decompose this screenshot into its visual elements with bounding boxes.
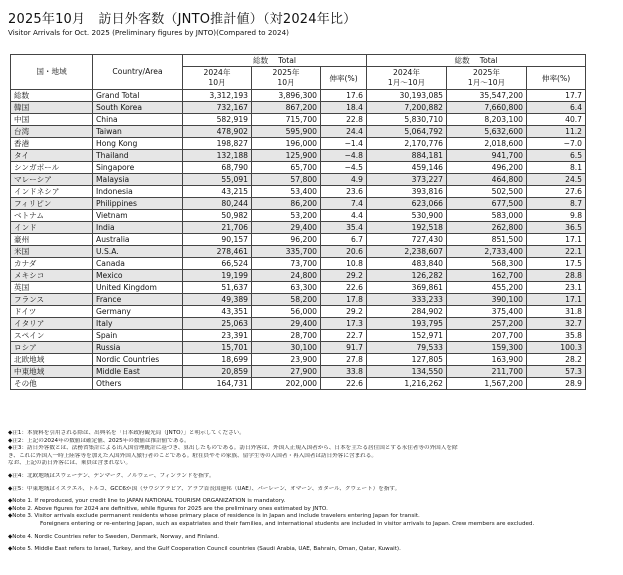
note-jp-1: ◆注1：本資料を引用される際は、出典名を「日本政府観光局（JNTO）」と明示してください。 [8,430,245,436]
row-2024-oct: 23,391 [183,330,252,342]
page-title: 2025年10月 訪日外客数（JNTO推計値）（対2024年比） [8,12,357,27]
row-2024-ytd: 7,200,882 [367,102,447,114]
row-growth-ytd: 100.3 [527,342,586,354]
row-2024-ytd: 5,064,792 [367,126,447,138]
table-row [11,342,586,354]
row-name-en: Singapore [93,162,183,174]
row-name-jp: 北欧地域 [11,354,93,366]
row-2025-oct: 53,400 [252,186,321,198]
row-2024-ytd: 152,971 [367,330,447,342]
row-growth-monthly: 91.7 [321,342,367,354]
row-2024-ytd: 127,805 [367,354,447,366]
row-2025-ytd: 2,733,400 [447,246,527,258]
row-2024-oct: 732,167 [183,102,252,114]
row-2024-ytd: 30,193,085 [367,90,447,102]
row-2025-ytd: 207,700 [447,330,527,342]
row-2024-ytd: 79,533 [367,342,447,354]
row-2025-ytd: 257,200 [447,318,527,330]
row-2025-oct: 29,400 [252,222,321,234]
row-2025-ytd: 5,632,600 [447,126,527,138]
row-name-en: Vietnam [93,210,183,222]
row-2024-ytd: 393,816 [367,186,447,198]
row-2025-ytd: 568,300 [447,258,527,270]
note-en-3-cont: Foreigners entering or re-entering Japan, such as expatriates and their families, and international students are included in visitor arrivals to Japan. Crew members are excluded. [40,520,535,527]
table-row [11,210,586,222]
row-growth-ytd: 24.5 [527,174,586,186]
row-growth-ytd: 31.8 [527,306,586,318]
row-growth-monthly: −1.4 [321,138,367,150]
row-2024-ytd: 284,902 [367,306,447,318]
row-2025-oct: 30,100 [252,342,321,354]
row-growth-ytd: 6.5 [527,150,586,162]
row-growth-ytd: 32.7 [527,318,586,330]
row-name-jp: シンガポール [11,162,93,174]
row-2024-ytd: 530,900 [367,210,447,222]
row-growth-ytd: 6.4 [527,102,586,114]
row-2025-oct: 202,000 [252,378,321,390]
row-2024-ytd: 2,170,776 [367,138,447,150]
header-region-en: Country/Area [93,55,183,90]
row-growth-ytd: 36.5 [527,222,586,234]
note-jp-3-cont: き、これに外国人一時上陸客等を加えた入国外国人旅行者のことである。駐在員やその家族、留学生等の入国者・再入国者は訪日外客に含まれる。 [8,452,377,459]
header-monthly-total: 総数 Total [183,55,367,67]
table-row [11,222,586,234]
row-2024-oct: 80,244 [183,198,252,210]
table-row [11,270,586,282]
table-row [11,378,586,390]
row-2024-oct: 55,091 [183,174,252,186]
row-growth-ytd: 8.7 [527,198,586,210]
row-growth-monthly: 10.8 [321,258,367,270]
row-name-en: Nordic Countries [93,354,183,366]
row-growth-monthly: 23.6 [321,186,367,198]
row-growth-monthly: 17.8 [321,294,367,306]
row-name-jp: ベトナム [11,210,93,222]
table-row [11,282,586,294]
row-2025-oct: 196,000 [252,138,321,150]
table-row [11,306,586,318]
row-name-en: France [93,294,183,306]
row-name-en: Malaysia [93,174,183,186]
row-growth-monthly: 33.8 [321,366,367,378]
row-2024-oct: 132,188 [183,150,252,162]
row-name-jp: 韓国 [11,102,93,114]
row-growth-ytd: 11.2 [527,126,586,138]
row-growth-monthly: 29.2 [321,270,367,282]
row-name-jp: 中国 [11,114,93,126]
row-2025-ytd: 390,100 [447,294,527,306]
row-name-en: India [93,222,183,234]
row-2024-ytd: 333,233 [367,294,447,306]
row-2025-ytd: 159,300 [447,342,527,354]
row-name-jp: フランス [11,294,93,306]
row-2025-ytd: 496,200 [447,162,527,174]
row-growth-monthly: 7.4 [321,198,367,210]
row-name-en: U.S.A. [93,246,183,258]
row-2025-ytd: 375,400 [447,306,527,318]
row-growth-monthly: 22.8 [321,114,367,126]
row-name-jp: イタリア [11,318,93,330]
row-2025-ytd: 162,700 [447,270,527,282]
row-growth-monthly: 4.4 [321,210,367,222]
row-2024-ytd: 373,227 [367,174,447,186]
row-2025-oct: 58,200 [252,294,321,306]
row-2024-ytd: 1,216,262 [367,378,447,390]
table-row [11,294,586,306]
row-growth-ytd: 28.2 [527,354,586,366]
row-2024-ytd: 727,430 [367,234,447,246]
row-name-jp: 英国 [11,282,93,294]
row-2024-oct: 278,461 [183,246,252,258]
table-row [11,246,586,258]
row-2024-ytd: 192,518 [367,222,447,234]
row-2025-oct: 335,700 [252,246,321,258]
header-2024-ytd: 2024年 1月～10月 [367,67,447,90]
row-growth-monthly: −4.5 [321,162,367,174]
row-2025-oct: 57,800 [252,174,321,186]
row-name-jp: 米国 [11,246,93,258]
row-2024-oct: 20,859 [183,366,252,378]
row-growth-ytd: 9.8 [527,210,586,222]
row-2024-oct: 582,919 [183,114,252,126]
row-name-en: South Korea [93,102,183,114]
note-jp-5: ◆注5：中東地域はイスラエル、トルコ、GCC6か国（サウジアラビア、アラブ首長国連邦（UAE）、バーレーン、オマーン、カタール、クウェート）を指す。 [8,485,401,492]
row-2025-ytd: 35,547,200 [447,90,527,102]
row-growth-monthly: 22.6 [321,378,367,390]
row-2025-ytd: 455,200 [447,282,527,294]
row-2025-oct: 63,300 [252,282,321,294]
table-row [11,234,586,246]
row-name-jp: スペイン [11,330,93,342]
note-en-5: ◆Note 5. Middle East refers to Israel, Turkey, and the Gulf Cooperation Council countries (Saudi Arabia, UAE, Bahrain, Oman, Qatar, Kuwait). [8,546,401,553]
row-name-en: Australia [93,234,183,246]
row-growth-monthly: 6.7 [321,234,367,246]
header-2025-ytd: 2025年 1月～10月 [447,67,527,90]
row-2024-oct: 15,701 [183,342,252,354]
row-name-en: Grand Total [93,90,183,102]
row-2024-oct: 19,199 [183,270,252,282]
table-row [11,318,586,330]
row-name-en: Russia [93,342,183,354]
row-name-en: Mexico [93,270,183,282]
row-2025-oct: 125,900 [252,150,321,162]
table-row [11,366,586,378]
row-2025-ytd: 211,700 [447,366,527,378]
row-growth-ytd: 17.7 [527,90,586,102]
row-2024-ytd: 5,830,710 [367,114,447,126]
row-growth-monthly: −4.8 [321,150,367,162]
row-name-jp: 台湾 [11,126,93,138]
row-name-jp: インドネシア [11,186,93,198]
table-row [11,330,586,342]
row-name-jp: 中東地域 [11,366,93,378]
row-2024-oct: 25,063 [183,318,252,330]
row-growth-ytd: 57.3 [527,366,586,378]
row-growth-monthly: 22.6 [321,282,367,294]
row-growth-ytd: 28.9 [527,378,586,390]
row-2024-ytd: 483,840 [367,258,447,270]
row-2025-oct: 595,900 [252,126,321,138]
row-growth-ytd: 40.7 [527,114,586,126]
row-2025-ytd: 1,567,200 [447,378,527,390]
row-growth-monthly: 4.9 [321,174,367,186]
row-2025-oct: 96,200 [252,234,321,246]
table-row [11,186,586,198]
note-jp-3-cont2: なお、上記の訪日外客には、乗員は含まれない。 [8,460,132,467]
header-growth-monthly: 伸率(%) [321,67,367,90]
row-2024-oct: 164,731 [183,378,252,390]
row-2025-ytd: 502,500 [447,186,527,198]
row-2025-ytd: 583,000 [447,210,527,222]
table-row [11,198,586,210]
row-2025-oct: 24,800 [252,270,321,282]
row-2024-oct: 18,699 [183,354,252,366]
table-row [11,102,586,114]
row-2024-oct: 66,524 [183,258,252,270]
row-name-en: Others [93,378,183,390]
row-2024-ytd: 126,282 [367,270,447,282]
row-growth-ytd: −7.0 [527,138,586,150]
row-growth-ytd: 8.1 [527,162,586,174]
row-growth-ytd: 23.1 [527,282,586,294]
table-row [11,150,586,162]
row-growth-ytd: 17.1 [527,294,586,306]
row-2025-oct: 28,700 [252,330,321,342]
row-2024-oct: 3,312,193 [183,90,252,102]
note-en-4: ◆Note 4. Nordic Countries refer to Sweden, Denmark, Norway, and Finland. [8,533,220,540]
table-row [11,138,586,150]
row-growth-ytd: 17.1 [527,234,586,246]
row-2025-ytd: 7,660,800 [447,102,527,114]
row-name-en: Canada [93,258,183,270]
row-name-en: China [93,114,183,126]
row-2025-oct: 56,000 [252,306,321,318]
row-name-en: Philippines [93,198,183,210]
row-growth-monthly: 29.2 [321,306,367,318]
row-2025-oct: 73,700 [252,258,321,270]
row-2025-oct: 86,200 [252,198,321,210]
row-2025-ytd: 851,500 [447,234,527,246]
table-row [11,162,586,174]
row-growth-monthly: 22.7 [321,330,367,342]
row-2025-oct: 53,200 [252,210,321,222]
row-name-en: Thailand [93,150,183,162]
note-en-1: ◆Note 1. If reproduced, your credit line to JAPAN NATIONAL TOURISM ORGANIZATION is mandatory. [8,498,286,505]
footnotes [8,430,620,554]
row-growth-ytd: 22.1 [527,246,586,258]
header-ytd-total: 総数 Total [367,55,586,67]
note-jp-2: ◆注2：上記の2024年の数値は確定値、2025年の数値は推計値である。 [8,437,190,444]
row-name-en: Hong Kong [93,138,183,150]
row-2024-oct: 90,157 [183,234,252,246]
row-2025-oct: 29,400 [252,318,321,330]
row-growth-monthly: 20.6 [321,246,367,258]
row-2024-ytd: 884,181 [367,150,447,162]
row-name-jp: その他 [11,378,93,390]
visitor-arrivals-table [10,54,586,390]
row-name-en: Spain [93,330,183,342]
row-name-jp: インド [11,222,93,234]
note-en-3: ◆Note 3. Visitor arrivals exclude permanent residents whose primary place of residence is in Japan and include travelers entering Japan for transit. [8,513,420,520]
row-name-en: United Kingdom [93,282,183,294]
row-2024-oct: 51,637 [183,282,252,294]
row-2024-oct: 21,706 [183,222,252,234]
table-row [11,354,586,366]
row-2024-oct: 49,389 [183,294,252,306]
row-2025-ytd: 262,800 [447,222,527,234]
row-growth-monthly: 35.4 [321,222,367,234]
table-row [11,258,586,270]
row-2025-ytd: 941,700 [447,150,527,162]
row-2025-oct: 3,896,300 [252,90,321,102]
row-2024-oct: 198,827 [183,138,252,150]
row-name-jp: 総数 [11,90,93,102]
row-growth-monthly: 17.6 [321,90,367,102]
row-2024-ytd: 134,550 [367,366,447,378]
row-2024-ytd: 2,238,607 [367,246,447,258]
row-name-jp: 豪州 [11,234,93,246]
row-2025-oct: 27,900 [252,366,321,378]
row-2024-oct: 43,351 [183,306,252,318]
table-row [11,174,586,186]
row-name-jp: メキシコ [11,270,93,282]
row-2025-ytd: 163,900 [447,354,527,366]
row-2025-ytd: 677,500 [447,198,527,210]
row-name-jp: フィリピン [11,198,93,210]
row-2024-ytd: 459,146 [367,162,447,174]
table-row [11,114,586,126]
row-2024-oct: 68,790 [183,162,252,174]
header-growth-ytd: 伸率(%) [527,67,586,90]
row-2024-ytd: 623,066 [367,198,447,210]
row-2024-ytd: 369,861 [367,282,447,294]
row-growth-monthly: 27.8 [321,354,367,366]
row-name-en: Italy [93,318,183,330]
row-growth-ytd: 17.5 [527,258,586,270]
table-row [11,126,586,138]
row-2025-oct: 867,200 [252,102,321,114]
row-name-jp: ドイツ [11,306,93,318]
row-growth-ytd: 28.8 [527,270,586,282]
row-2024-oct: 50,982 [183,210,252,222]
row-growth-ytd: 27.6 [527,186,586,198]
row-name-jp: ロシア [11,342,93,354]
row-2024-oct: 43,215 [183,186,252,198]
row-name-en: Middle East [93,366,183,378]
page-subtitle: Visitor Arrivals for Oct. 2025 (Preliminary figures by JNTO)(Compared to 2024) [8,28,289,37]
row-name-en: Indonesia [93,186,183,198]
row-2024-ytd: 193,795 [367,318,447,330]
note-en-2: ◆Note 2. Above figures for 2024 are definitive, while figures for 2025 are the preliminary ones estimated by JNTO. [8,505,328,512]
row-name-jp: マレーシア [11,174,93,186]
row-2025-ytd: 464,800 [447,174,527,186]
note-jp-3: ◆注3：訪日外客数とは、法務省集計による出入国管理統計に基づき、算出したものである。訪日外客は、外国人正規入国者から、日本を主たる居住国とする永住者等の外国人を除 [8,445,458,452]
row-growth-ytd: 35.8 [527,330,586,342]
row-name-jp: 香港 [11,138,93,150]
note-jp-4: ◆注4：北欧地域はスウェーデン、デンマーク、ノルウェー、フィンランドを指す。 [8,472,215,479]
row-name-en: Taiwan [93,126,183,138]
row-2025-ytd: 8,203,100 [447,114,527,126]
row-name-jp: タイ [11,150,93,162]
row-2025-oct: 715,700 [252,114,321,126]
row-growth-monthly: 18.4 [321,102,367,114]
row-growth-monthly: 17.3 [321,318,367,330]
row-name-jp: カナダ [11,258,93,270]
table-row [11,90,586,102]
row-growth-monthly: 24.4 [321,126,367,138]
row-2024-oct: 478,902 [183,126,252,138]
row-2025-oct: 23,900 [252,354,321,366]
row-name-en: Germany [93,306,183,318]
header-region-jp: 国・地域 [11,55,93,90]
header-2024-oct: 2024年 10月 [183,67,252,90]
row-2025-oct: 65,700 [252,162,321,174]
header-2025-oct: 2025年 10月 [252,67,321,90]
row-2025-ytd: 2,018,600 [447,138,527,150]
